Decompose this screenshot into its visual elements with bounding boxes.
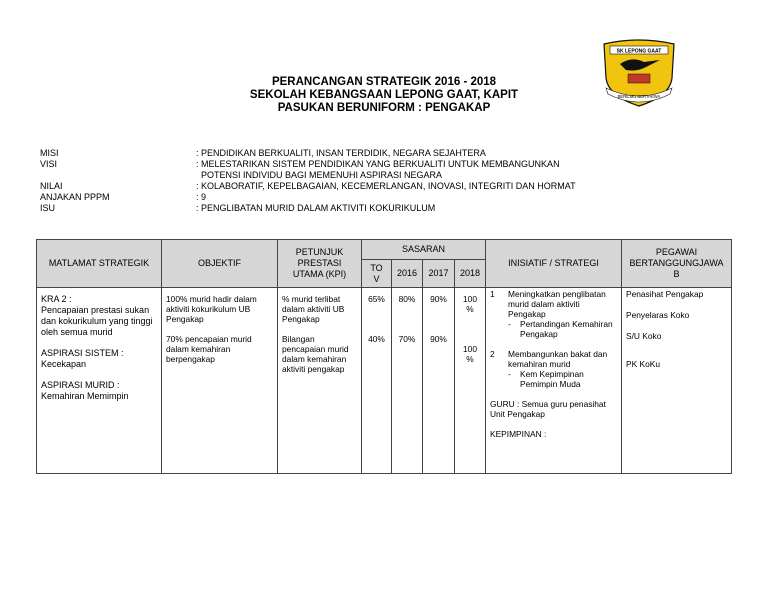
target-2018-2: 100 % (463, 344, 477, 364)
objektif-2: 70% pencapaian murid dalam kemahiran berpengakap (166, 334, 252, 364)
logo-motto-text: BERILMU BERTAKWA (617, 94, 661, 99)
aspirasi-murid-title: ASPIRASI MURID : (41, 380, 120, 390)
pegawai-2: Penyelaras Koko (626, 310, 690, 320)
info-value: : PENGLIBATAN MURID DALAM AKTIVITI KOKURIKULUM (196, 203, 436, 213)
cell-objektif (162, 288, 278, 474)
guru-text: GURU : Semua guru penasihat Unit Pengakap (490, 399, 606, 419)
document-title (0, 76, 768, 115)
info-value: : PENDIDIKAN BERKUALITI, INSAN TERDIDIK, NEGARA SEJAHTERA (196, 148, 486, 158)
aspirasi-murid-text: Kemahiran Memimpin (41, 391, 129, 401)
info-label: MISI (40, 148, 59, 158)
cell-2018 (455, 288, 486, 474)
info-value: : 9 (196, 192, 207, 202)
strategi-2: Kem Kepimpinan Pemimpin Muda (520, 369, 584, 389)
info-row-anjakan (40, 192, 576, 203)
inisiatif-1: Meningkatkan penglibatan murid dalam aktiviti Pengakap (508, 289, 606, 319)
info-label: NILAI (40, 181, 63, 191)
header-matlamat: MATLAMAT STRATEGIK (37, 240, 162, 288)
info-row-visi-cont (40, 170, 576, 181)
title-line-2: SEKOLAH KEBANGSAAN LEPONG GAAT, KAPIT (249, 89, 519, 101)
target-2016-1: 80% (398, 294, 416, 304)
info-value: : MELESTARIKAN SISTEM PENDIDIKAN YANG BERKUALITI UNTUK MEMBANGUNKAN (196, 159, 560, 169)
kpi-1: % murid terlibat dalam aktiviti UB Pengakap (282, 294, 345, 324)
info-label: ANJAKAN PPPM (40, 192, 110, 202)
cell-kpi (278, 288, 362, 474)
header-pegawai: PEGAWAI BERTANGGUNGJAWA B (622, 240, 732, 288)
cell-pegawai (622, 288, 732, 474)
logo-top-text: SK LEPONG GAAT (616, 48, 662, 55)
pegawai-1: Penasihat Pengakap (626, 289, 704, 299)
inisiatif-dash-2: - (508, 369, 511, 379)
header-objektif: OBJEKTIF (162, 240, 278, 288)
cell-matlamat (37, 288, 162, 474)
cell-inisiatif (486, 288, 622, 474)
tov-2: 40% (368, 334, 385, 344)
title-line-1: PERANCANGAN STRATEGIK 2016 - 2018 (271, 76, 497, 88)
info-block (40, 148, 576, 214)
aspirasi-sistem-text: Kecekapan (41, 359, 87, 369)
info-value: : KOLABORATIF, KEPELBAGAIAN, KECEMERLANGAN, INOVASI, INTEGRITI DAN HORMAT (196, 181, 576, 191)
inisiatif-dash-1: - (508, 319, 511, 329)
header-kpi: PETUNJUK PRESTASI UTAMA (KPI) (278, 240, 362, 288)
info-row-visi (40, 159, 576, 170)
header-2016: 2016 (392, 260, 423, 288)
header-tov: TO V (362, 260, 392, 288)
objektif-1: 100% murid hadir dalam aktiviti kokurikulum UB Pengakap (166, 294, 257, 324)
pegawai-4: PK KoKu (626, 359, 660, 369)
info-label: VISI (40, 159, 58, 169)
info-label: ISU (40, 203, 56, 213)
inisiatif-number-2: 2 (490, 349, 495, 359)
kra-text: Pencapaian prestasi sukan dan kokurikulum yang tinggi oleh semua murid (41, 305, 153, 337)
kpi-2: Bilangan pencapaian murid dalam kemahiran aktiviti pengakap (282, 334, 349, 374)
pegawai-3: S/U Koko (626, 331, 662, 341)
target-2017-1: 90% (430, 294, 447, 304)
header-2018: 2018 (455, 260, 486, 288)
title-line-3: PASUKAN BERUNIFORM : PENGAKAP (277, 102, 491, 114)
kra-title: KRA 2 : (41, 294, 72, 304)
strategi-1: Pertandingan Kemahiran Pengakap (520, 319, 613, 339)
cell-2017 (423, 288, 455, 474)
target-2018-1: 100 % (463, 294, 477, 314)
info-value: POTENSI INDIVIDU BAGI MEMENUHI ASPIRASI NEGARA (196, 170, 443, 180)
cell-tov (362, 288, 392, 474)
kepimpinan-text: KEPIMPINAN : (490, 429, 547, 439)
header-inisiatif: INISIATIF / STRATEGI (486, 240, 622, 288)
info-row-misi (40, 148, 576, 159)
tov-1: 65% (368, 294, 385, 304)
info-label (40, 170, 196, 181)
header-2017: 2017 (423, 260, 455, 288)
inisiatif-2: Membangunkan bakat dan kemahiran murid (508, 349, 608, 369)
header-sasaran: SASARAN (362, 240, 486, 260)
target-2016-2: 70% (398, 334, 416, 344)
target-2017-2: 90% (430, 334, 447, 344)
info-row-nilai (40, 181, 576, 192)
cell-2016 (392, 288, 423, 474)
aspirasi-sistem-title: ASPIRASI SISTEM : (41, 348, 124, 358)
strategy-table (36, 239, 732, 474)
info-row-isu (40, 203, 576, 214)
table-row (37, 288, 732, 474)
inisiatif-number-1: 1 (490, 289, 495, 299)
